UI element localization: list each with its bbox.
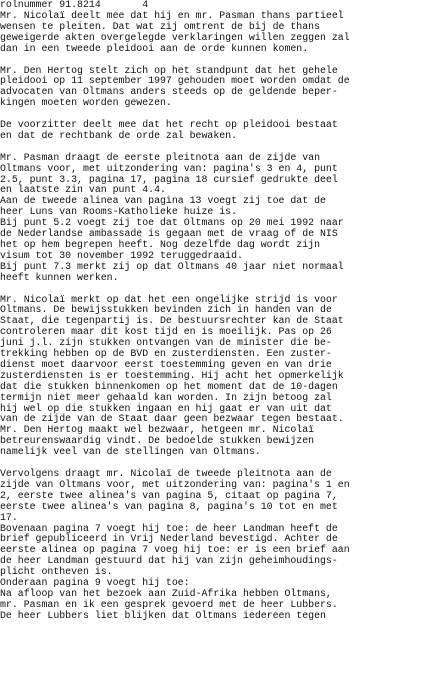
text-line: plicht ontheven is. xyxy=(0,566,113,578)
text-line: de Nederlandse ambassade is gegaan met de vraag of de NIS xyxy=(0,228,338,240)
text-line: dienst moet daarvoor eerst toestemming geven en van drie xyxy=(0,358,332,370)
paragraph xyxy=(0,295,438,459)
text-line: brief gepubliceerd in Vrij Nederland bevestigd. Achter de xyxy=(0,533,338,545)
text-line: heeft kunnen werken. xyxy=(0,271,119,283)
text-line: zusterdiensten is er toestemming. Hij acht het opmerkelijk xyxy=(0,369,344,381)
text-line: advocaten van Oltmans anders steeds op de geldende beper- xyxy=(0,86,338,98)
text-line: dat die stukken binnenkomen op het moment dat de 10-dagen xyxy=(0,380,338,392)
text-line: Mr. Nicolaï deelt mee dat hij en mr. Pasman thans partieel xyxy=(0,10,344,21)
text-line: Staat, die tegenpartij is. De bestuursrechter kan de Staat xyxy=(0,315,344,327)
text-line: Mr. Den Hertog stelt zich op het standpunt dat het gehele xyxy=(0,64,338,76)
text-line: 17. xyxy=(0,511,18,523)
text-line: Na afloop van het bezoek aan Zuid-Afrika hebben Oltmans, xyxy=(0,587,332,599)
text-line: Aan de tweede alinea van pagina 13 voegt zij toe dat de xyxy=(0,195,326,207)
case-number: rolnummer 91.8214 xyxy=(0,0,101,10)
text-line: visum tot 30 november 1992 teruggedraaid. xyxy=(0,249,243,261)
text-line: Oltmans. De bewijsstukken bevinden zich in handen van de xyxy=(0,304,332,316)
paragraph xyxy=(0,120,438,142)
text-line: en dat de rechtbank de orde zal bewaken. xyxy=(0,129,238,141)
text-line: Mr. Nicolaï merkt op dat het een ongelijke strijd is voor xyxy=(0,293,338,305)
text-line: Onderaan pagina 9 voegt hij toe: xyxy=(0,577,190,589)
text-line: Bij punt 5.2 voegt zij toe dat Oltmans op 20 mei 1992 naar xyxy=(0,217,344,229)
text-line: Bovenaan pagina 7 voegt hij toe: de heer Landman heeft de xyxy=(0,522,338,534)
text-line: en laatste zin van punt 4.4. xyxy=(0,184,166,196)
text-line: heer Luns van Rooms-Katholieke huize is. xyxy=(0,206,238,218)
page-number: 4 xyxy=(142,0,149,10)
paragraph xyxy=(0,11,438,55)
text-line: 2.5, punt 3.3, pagina 17, pagina 18 cursief gedrukte deel xyxy=(0,173,338,185)
paragraph xyxy=(0,66,438,110)
text-line: zijde van Oltmans voor, met uitzondering van: pagina's 1 en xyxy=(0,478,350,490)
text-line: trekking hebben op de BVD en zusterdiensten. Een zuster- xyxy=(0,348,332,360)
text-line: hij wel op die stukken ingaan en hij gaat er van uit dat xyxy=(0,402,332,414)
text-line: Oltmans voor, met uitzondering van: pagina's 3 en 4, punt xyxy=(0,162,338,174)
text-line: wensen te pleiten. Dat wat zij omtrent de bij de thans xyxy=(0,20,321,32)
text-line: juni j.l. zijn stukken ontvangen van de minister die be- xyxy=(0,337,332,349)
text-line: dan in een tweede pleidooi aan de orde kunnen komen. xyxy=(0,42,309,54)
text-line: Bij punt 7.3 merkt zij op dat Oltmans 40 jaar niet normaal xyxy=(0,260,344,272)
text-line: Mr. Den Hertog maakt wel bezwaar, hetgeen mr. Nicolaï xyxy=(0,424,315,436)
text-line: mr. Pasman en ik een gesprek gevoerd met de heer Lubbers. xyxy=(0,598,338,610)
text-line: de heer Landman gestuurd dat hij van zijn geheimhoudings- xyxy=(0,555,338,567)
text-line: kingen moeten worden gewezen. xyxy=(0,97,172,109)
text-line: het op hem begrepen heeft. Nog dezelfde dag wordt zijn xyxy=(0,238,321,250)
text-line: De voorzitter deelt mee dat het recht op pleidooi bestaat xyxy=(0,119,338,131)
text-line: eerste alinea op pagina 7 voeg hij toe: er is een brief aan xyxy=(0,544,350,556)
text-line: betreurenswaardig vindt. De bedoelde stukken bewijzen xyxy=(0,435,315,447)
paragraph xyxy=(0,469,438,622)
document-body xyxy=(0,11,438,633)
text-line: 2, eerste twee alinea's van pagina 5, citaat op pagina 7, xyxy=(0,489,338,501)
paragraph xyxy=(0,153,438,284)
text-line: geweigerde akten overgelegde verklaringen willen zeggen zal xyxy=(0,31,350,43)
text-line: pleidooi op 11 september 1997 gehouden moet worden omdat de xyxy=(0,75,350,87)
text-line: eerste twee alinea's van pagina 8, pagina's 10 tot en met xyxy=(0,500,338,512)
text-line: Vervolgens draagt mr. Nicolaï de tweede pleitnota aan de xyxy=(0,467,332,479)
text-line: controleren maar dit kost tijd en is moeilijk. Pas op 26 xyxy=(0,326,332,338)
text-line: De heer Lubbers liet blijken dat Oltmans iedereen tegen xyxy=(0,609,326,621)
text-line: termijn niet meer gehaald kan worden. In zijn betoog zal xyxy=(0,391,332,403)
text-line: Mr. Pasman draagt de eerste pleitnota aan de zijde van xyxy=(0,151,321,163)
text-line: namelijk veel van de stellingen van Oltmans. xyxy=(0,446,261,458)
text-line: van de zijde van de Staat daar geen bezwaar tegen bestaat. xyxy=(0,413,344,425)
